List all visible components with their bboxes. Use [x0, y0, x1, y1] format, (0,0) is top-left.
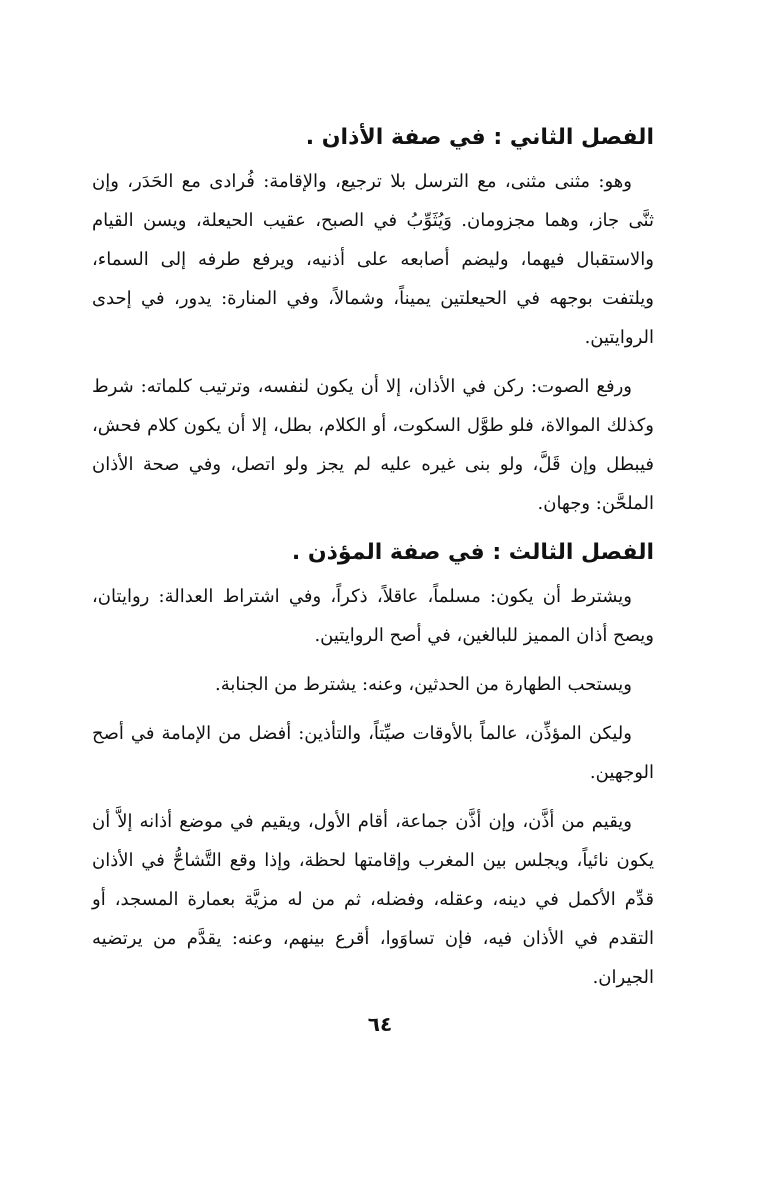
- page-number: ٦٤: [367, 1012, 393, 1036]
- chapter-heading-adhan: الفصل الثاني : في صفة الأذان .: [305, 125, 654, 150]
- chapter-heading-muadhin: الفصل الثالث : في صفة المؤذن .: [291, 540, 654, 565]
- paragraph-text: ويشترط أن يكون: مسلماً، عاقلاً، ذكراً، وفي اشتراط العدالة: روايتان، ويصح أذان المميز للبالغين، في أصح الروايتين.: [92, 586, 654, 646]
- paragraph-raising-voice: [92, 367, 654, 523]
- paragraph-text: وليكن المؤذِّن، عالماً بالأوقات صيِّتاً، والتأذين: أفضل من الإمامة في أصح الوجهين.: [92, 723, 654, 783]
- page-body: [92, 118, 654, 1007]
- paragraph-text: وهو: مثنى مثنى، مع الترسل بلا ترجيع، والإقامة: فُرادى مع الحَدَر، وإن ثنَّى جاز، وهما مجزومان. وَيُثَوِّبُ في الصبح، عقيب الحيعلة، ويسن القيام والاستقبال فيهما، وليضم أصابعه على أذنيه، ويرفع طرفه إلى السماء، ويلتفت بوجهه في الحيعلتين يميناً، وشمالاً، وفي المنارة: يدور، في إحدى الروايتين.: [92, 171, 654, 348]
- paragraph-conditions: [92, 577, 654, 655]
- paragraph-purity: [92, 665, 654, 704]
- paragraph-iqama: [92, 802, 654, 997]
- paragraph-text: ويقيم من أذَّن، وإن أذَّن جماعة، أقام الأول، ويقيم في موضع أذانه إلاَّ أن يكون نائياً، ويجلس بين المغرب وإقامتها لحظة، وإذا وقع التَّشاحُّ في الأذان قدِّم الأكمل في دينه، وعقله، وفضله، ثم من له مزيَّة بعمارة المسجد، أو التقدم في الأذان فيه، فإن تساوَوا، أقرع بينهم، وعنه: يقدَّم من يرتضيه الجيران.: [92, 811, 654, 988]
- paragraph-text: ورفع الصوت: ركن في الأذان، إلا أن يكون لنفسه، وترتيب كلماته: شرط وكذلك الموالاة، فلو طوَّل السكوت، أو الكلام، بطل، إلا أن يكون كلام فحش، فيبطل وإن قَلَّ، ولو بنى غيره عليه لم يجز ولو اتصل، وفي صحة الأذان الملحَّن: وجهان.: [92, 376, 654, 514]
- paragraph-adhan-description: [92, 162, 654, 357]
- paragraph-knowledge: [92, 714, 654, 792]
- paragraph-text: ويستحب الطهارة من الحدثين، وعنه: يشترط من الجنابة.: [215, 674, 632, 695]
